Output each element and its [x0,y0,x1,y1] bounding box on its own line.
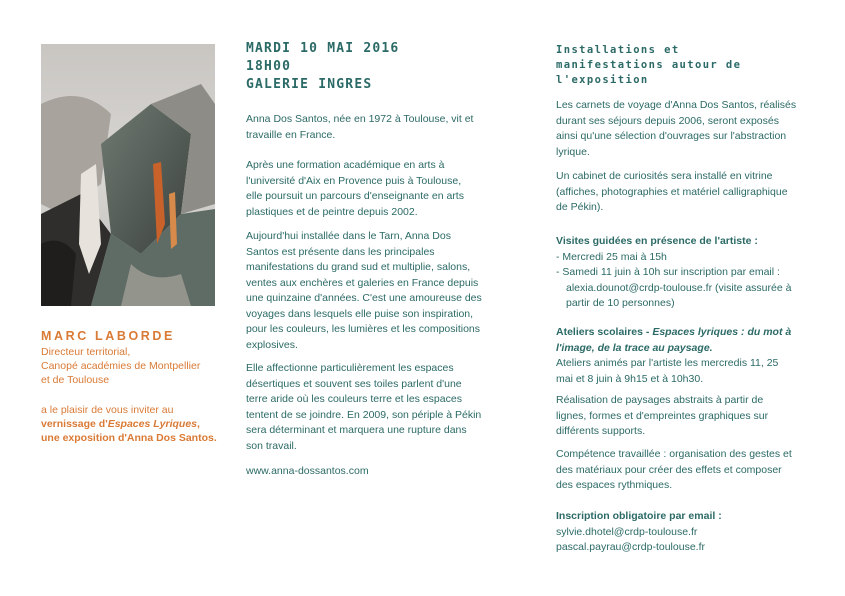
sender-org-line1: Canopé académies de Montpellier [41,360,201,372]
side-heading-line1: Installations et [556,44,680,56]
workshops-section: Ateliers scolaires - Espaces lyriques : du mot à l'image, de la trace au paysage. Ateliers animés par l'artiste les mercredis 11, 25 mai et 8 juin à 9h15 et à 10h30. [556,326,792,385]
visits-section: Visites guidées en présence de l'artiste : - Mercredi 25 mai à 15h - Samedi 11 juin à 10h sur inscription par email : alexia.dounot@crdp-toulouse.fr (visite assurée à partir de 10 personnes) [556,235,792,309]
sender-name: MARC LABORDE [41,329,175,343]
bio-paragraph-1: Anna Dos Santos, née en 1972 à Toulouse, vit et travaille en France. [246,113,474,141]
signup-section [556,509,722,556]
signup-title: Inscription obligatoire par email : [556,510,722,522]
email-link-2[interactable]: pascal.payrau@crdp-toulouse.fr [556,541,705,553]
side-paragraph-2: Un cabinet de curiosités sera installé en vitrine (affiches, photographies et matériel calligraphique de Pékin). [556,170,788,213]
invite-line2: vernissage d'Espaces Lyriques, [41,418,200,430]
exhibition-title: Espaces Lyriques [107,418,197,430]
side-paragraph-1: Les carnets de voyage d'Anna Dos Santos, réalisés durant ses séjours depuis 2006, seront exposés ainsi qu'une sélection d'ouvrages sur l'abstraction lyrique. [556,99,797,158]
side-heading-line3: l'exposition [556,74,649,86]
bio-paragraph-2: Après une formation académique en arts à l'université d'Aix en Provence puis à Toulouse, elle poursuit un parcours d'enseignante en arts plastiques et de peintre depuis 2002. [246,159,464,218]
sender-title: Directeur territorial, [41,346,131,358]
visits-title: Visites guidées en présence de l'artiste : [556,235,758,247]
invitation-text [41,403,226,445]
bio-paragraph-4: Elle affectionne particulièrement les espaces désertiques et souvent ses toiles parlent d'une terre aride où les couleurs terre et les espaces tentent de se joindre. En 2009, son périple à Pékin sera déterminant et marquera une rupture dans son travail. [246,362,482,452]
side-paragraph-4: Compétence travaillée : organisation des gestes et des matériaux pour créer des effets et composer des espaces rythmiques. [556,448,792,491]
event-venue: GALERIE INGRES [246,77,373,92]
side-paragraph-3: Réalisation de paysages abstraits à partir de lignes, formes et d'empreintes graphiques sur différents supports. [556,394,769,437]
event-date: MARDI 10 MAI 2016 [246,41,400,56]
bio-paragraph-3: Aujourd'hui installée dans le Tarn, Anna Dos Santos est présente dans les principales manifestations du grand sud et multiplie, salons, ventes aux enchères et galeries en France depuis une quinzaine d'années. C'est une amoureuse des voyages dans lesquels elle puise son inspiration, pour les couleurs, les lumières et les compositions explosives. [246,230,482,351]
abstract-painting-image [41,44,215,306]
invite-line1: a le plaisir de vous inviter au [41,404,174,416]
workshops-title: Ateliers scolaires - Espaces lyriques : du mot à [556,326,792,338]
invite-line3: une exposition d'Anna Dos Santos. [41,432,217,444]
event-time: 18H00 [246,59,292,74]
email-link-1[interactable]: sylvie.dhotel@crdp-toulouse.fr [556,525,698,538]
side-heading-line2: manifestations autour de [556,59,742,71]
sender-org-line2: et de Toulouse [41,374,110,386]
website-link[interactable]: www.anna-dossantos.com [246,465,369,477]
